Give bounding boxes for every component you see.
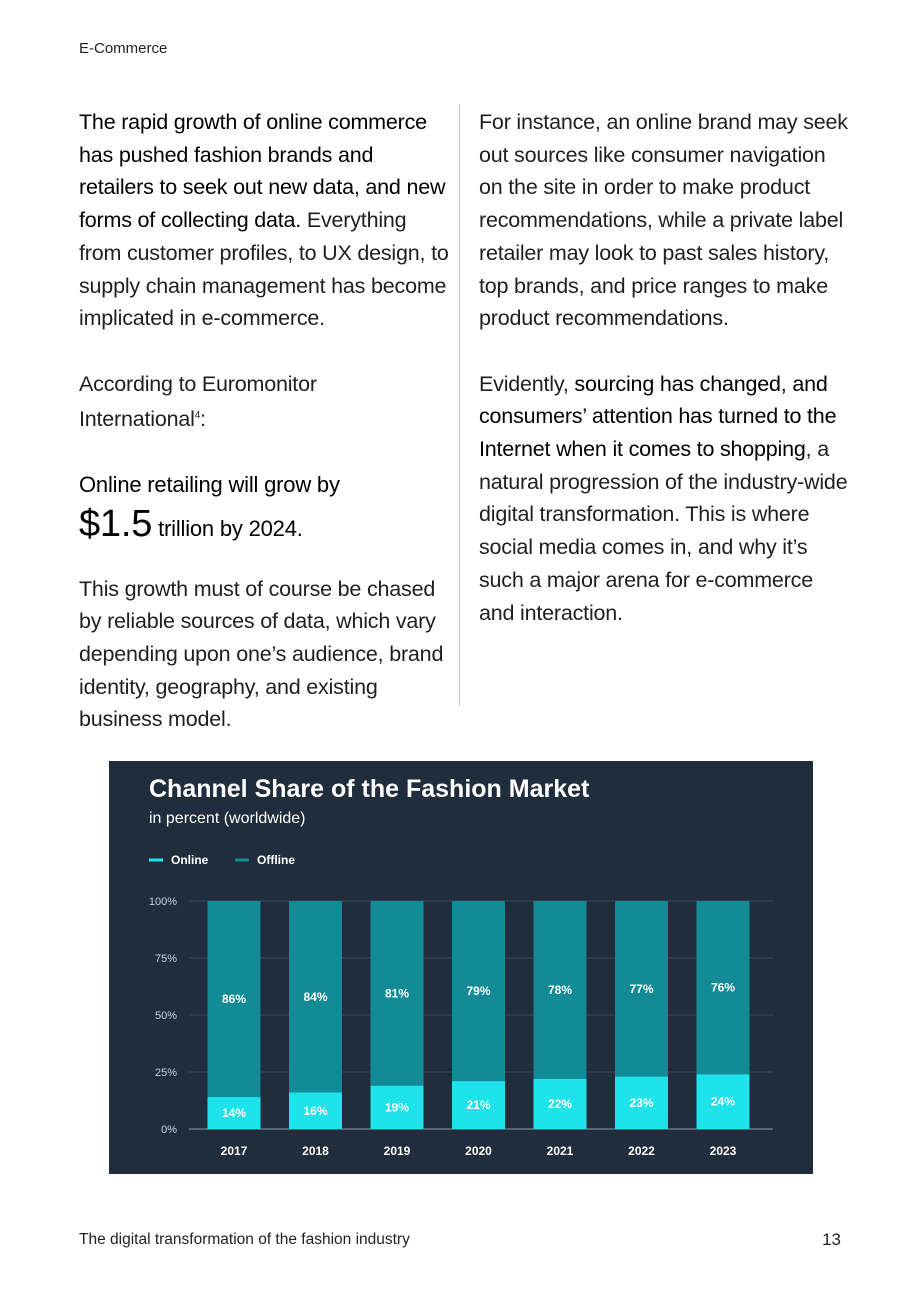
source-colon: : — [200, 407, 206, 432]
x-tick-label-2020: 2020 — [465, 1144, 492, 1158]
stat-line1: Online retailing will grow by — [79, 471, 340, 497]
x-tick-label-2019: 2019 — [383, 1144, 411, 1158]
data-label-online-2023: 24% — [710, 1094, 736, 1109]
data-label-offline-2017: 86% — [221, 992, 247, 1007]
data-label-offline-2018: 84% — [303, 989, 328, 1004]
y-tick-label: 100% — [148, 896, 177, 908]
chart-svg — [109, 761, 813, 1174]
chart-legend — [149, 853, 295, 867]
section-header: E-Commerce — [79, 40, 168, 57]
chart-title: Channel Share of the Fashion Market — [149, 775, 590, 803]
right-column — [479, 106, 849, 629]
x-tick-label-2023: 2023 — [709, 1144, 737, 1158]
data-label-online-2018: 16% — [303, 1103, 328, 1118]
evidently-paragraph — [479, 368, 849, 630]
y-tick-label: 0% — [161, 1124, 177, 1136]
growth-paragraph: This growth must of course be chased by reliable sources of data, which vary depending upon one’s audience, brand identity, geography, and existing business model. — [79, 576, 444, 732]
data-label-offline-2023: 76% — [710, 980, 736, 995]
stat-value: $1.5 — [79, 502, 153, 545]
chart-x-axis — [221, 1144, 737, 1158]
stat-suffix: trillion by 2024. — [158, 515, 303, 541]
intro-rest: Everything from customer profiles, to UX design, to supply chain management has become implicated in e-commerce. — [79, 208, 449, 331]
footer-title: The digital transformation of the fashion industry — [79, 1231, 410, 1248]
data-label-offline-2020: 79% — [466, 984, 491, 999]
column-divider — [459, 104, 460, 706]
chart-subtitle: in percent (worldwide) — [149, 810, 306, 827]
channel-share-chart — [109, 761, 813, 1174]
x-tick-label-2021: 2021 — [546, 1144, 574, 1158]
y-tick-label: 50% — [154, 1010, 177, 1022]
instance-paragraph: For instance, an online brand may seek out sources like consumer navigation on the site in order to make product recommendations, while a private label retailer may look to past sales history, top brands, and price ranges to make product recommendations. — [479, 110, 848, 331]
legend-label-online: Online — [171, 853, 209, 867]
evidently-strong: sourcing has changed, and consumers’ attention has turned to the Internet when it comes to shopping — [479, 371, 837, 462]
legend-label-offline: Offline — [257, 853, 295, 867]
left-column — [79, 106, 449, 736]
y-tick-label: 25% — [154, 1067, 177, 1079]
data-label-online-2020: 21% — [466, 1098, 491, 1113]
evidently-rest: , a natural progression of the industry-wide digital transformation. This is where social media comes in, and why it’s such a major arena for e-commerce and interaction. — [479, 437, 848, 625]
data-label-online-2019: 19% — [384, 1100, 410, 1115]
y-tick-label: 75% — [154, 953, 177, 965]
x-tick-label-2018: 2018 — [302, 1144, 329, 1158]
source-line — [79, 368, 449, 437]
footnote-ref[interactable]: 4 — [194, 410, 201, 422]
data-label-offline-2019: 81% — [384, 986, 410, 1001]
evidently-prefix: Evidently, — [479, 371, 569, 396]
data-label-online-2021: 22% — [547, 1096, 573, 1111]
stat-callout — [79, 469, 449, 551]
x-tick-label-2022: 2022 — [628, 1144, 655, 1158]
data-label-offline-2021: 78% — [547, 982, 573, 997]
x-tick-label-2017: 2017 — [220, 1144, 248, 1158]
data-label-offline-2022: 77% — [629, 981, 654, 996]
source-text: According to Euromonitor International — [79, 371, 317, 432]
data-label-online-2022: 23% — [629, 1095, 654, 1110]
data-label-online-2017: 14% — [221, 1106, 247, 1121]
page-number: 13 — [822, 1230, 841, 1249]
intro-paragraph — [79, 106, 449, 335]
intro-strong: The rapid growth of online commerce has pushed fashion brands and retailers to seek out new data, and new forms of collecting data. — [79, 110, 446, 233]
